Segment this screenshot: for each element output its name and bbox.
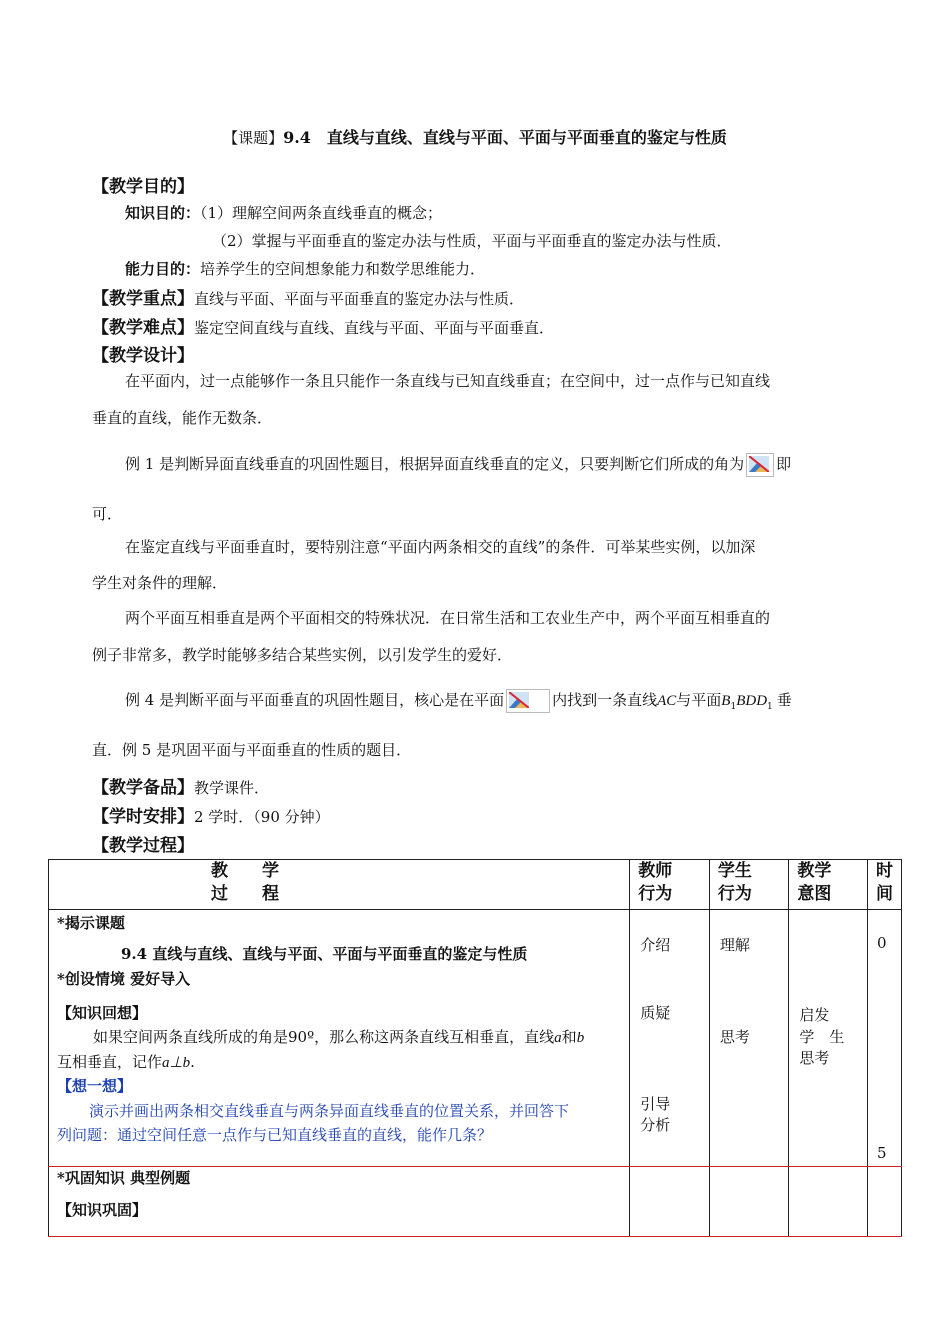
- think-line2: 列问题：通过空间任意一点作与已知直线垂直的直线，能作几条？: [57, 1126, 493, 1144]
- plane-image-icon: [506, 689, 550, 713]
- student-understand: 理解: [719, 936, 750, 954]
- design-p4-line1: 两个平面互相垂直是两个平面相交的特殊状况．在日常生活和工农业生产中，两个平面互相垂直的: [125, 609, 771, 627]
- time-start: 0: [877, 934, 887, 952]
- line-ac: AC: [657, 693, 677, 709]
- think-line1: 演示并画出两条相交直线垂直与两条异面直线垂直的位置关系，并回答下: [89, 1102, 570, 1120]
- recall-angle: 90º: [288, 1028, 315, 1046]
- table-row: [49, 910, 902, 1167]
- formula-image-icon: [746, 453, 774, 477]
- design-p4-line2: 例子非常多，教学时能够多结合某些实例，以引发学生的爱好．: [92, 646, 513, 664]
- title-tag: 【课题】: [223, 129, 284, 147]
- recall-line2: [57, 1051, 195, 1072]
- design-p3-line1: 在鉴定直线与平面垂直时，要特别注意“平面内两条相交的直线”的条件．可举某些实例，以加深: [125, 538, 756, 556]
- recall-heading: 【知识回想】: [57, 1004, 148, 1022]
- key-points: [92, 284, 524, 309]
- time-end: 5: [877, 1144, 887, 1162]
- student-cell-2: [709, 1167, 789, 1237]
- header-teacher-line1: 教师: [638, 861, 673, 881]
- objectives-heading: 【教学目的】: [92, 177, 194, 197]
- var-b: b: [576, 1030, 585, 1046]
- recall-line1: [93, 1026, 584, 1047]
- intent-cell-2: [789, 1167, 868, 1237]
- key-points-text: 直线与平面、平面与平面垂直的鉴定办法与性质．: [194, 290, 525, 308]
- design-heading: 【教学设计】: [92, 346, 194, 366]
- design-p1-line1: 在平面内，过一点能够作一条且只能作一条直线与已知直线垂直；在空间中，过一点作与已知直线: [125, 372, 771, 390]
- header-process: [49, 860, 630, 910]
- plane-bd: BD: [736, 693, 757, 709]
- intent-inspire: 启发: [799, 1006, 830, 1024]
- knowledge-objective: [125, 202, 442, 223]
- teacher-cell-2: [630, 1167, 710, 1237]
- var-a: a: [554, 1030, 562, 1046]
- teacher-cell-1: [630, 910, 710, 1167]
- header-time-line2: 间: [876, 884, 893, 904]
- process-table: [48, 859, 902, 1237]
- design-p5-c: 与平面: [676, 691, 722, 709]
- teacher-question: 质疑: [640, 1004, 671, 1022]
- header-time: [868, 860, 902, 910]
- knowledge-item-1: （1）理解空间两条直线垂直的概念；: [200, 204, 443, 222]
- table-row: [49, 1167, 902, 1237]
- design-p5-end: 垂: [776, 691, 792, 709]
- ability-text: 培养学生的空间想象能力和数学思维能力．: [200, 260, 486, 278]
- header-intent: [789, 860, 868, 910]
- header-time-line1: 时: [876, 861, 893, 881]
- schedule-text: 2 学时．（90 分钟）: [194, 808, 330, 826]
- header-student-line1: 学生: [717, 861, 752, 881]
- design-p1-line2: 垂直的直线，能作无数条．: [92, 409, 273, 427]
- ability-objective: [125, 258, 485, 279]
- recall-and: 和: [561, 1028, 577, 1046]
- ability-label: 能力目的：: [125, 260, 201, 278]
- header-student: [709, 860, 789, 910]
- schedule-heading: 【学时安排】: [92, 807, 194, 827]
- header-teacher-line2: 行为: [638, 884, 673, 904]
- recall-text-a: 如果空间两条直线所成的角是: [93, 1028, 289, 1046]
- header-student-line2: 行为: [717, 884, 752, 904]
- recall-end: .: [190, 1053, 195, 1071]
- class-schedule: [92, 802, 330, 827]
- student-think: 思考: [719, 1028, 750, 1046]
- intent-think: 思考: [799, 1049, 830, 1067]
- recall-text-b: ，那么称这两条直线互相垂直，直线: [314, 1028, 555, 1046]
- time-cell-2: [868, 1167, 902, 1237]
- design-p5-a: 例 4 是判断平面与平面垂直的巩固性题目，核心是在平面: [125, 691, 505, 709]
- difficulties-text: 鉴定空间直线与直线、直线与平面、平面与平面垂直．: [194, 319, 555, 337]
- plane-sub-1: 1: [730, 702, 737, 712]
- prep-heading: 【教学备品】: [92, 778, 194, 798]
- teacher-introduce: 介绍: [640, 936, 671, 954]
- time-cell-1: [868, 910, 902, 1167]
- knowledge-label: 知识目的：: [125, 204, 201, 222]
- key-points-heading: 【教学重点】: [92, 289, 194, 309]
- plane-b: B: [721, 693, 731, 709]
- design-p3-line2: 学生对条件的理解．: [92, 574, 228, 592]
- knowledge-item-2: （2）掌握与平面垂直的鉴定办法与性质，平面与平面垂直的鉴定办法与性质．: [212, 232, 732, 250]
- intent-students: 学 生: [799, 1028, 845, 1046]
- header-process-line2: 过 程: [211, 884, 279, 904]
- header-intent-line2: 意图: [797, 884, 832, 904]
- consolidate-heading: *巩固知识 典型例题: [57, 1169, 191, 1187]
- process-cell-2: [49, 1167, 630, 1237]
- design-p2-line2: 可．: [92, 505, 123, 523]
- teaching-prep: [92, 773, 269, 798]
- perp-expr: a⊥b: [162, 1055, 191, 1071]
- intent-cell-1: [789, 910, 868, 1167]
- teacher-analyze: 分析: [640, 1116, 671, 1134]
- review-heading: 【知识巩固】: [57, 1201, 148, 1219]
- page-title: [0, 125, 950, 148]
- difficulties-heading: 【教学难点】: [92, 318, 194, 338]
- difficulties: [92, 313, 554, 338]
- process-heading: 【教学过程】: [92, 836, 194, 856]
- prep-text: 教学课件．: [194, 779, 270, 797]
- design-p5-b: 内找到一条直线: [552, 691, 658, 709]
- recall-text-c: 互相垂直，记作: [57, 1053, 163, 1071]
- reveal-topic: *揭示课题: [57, 914, 125, 932]
- design-p2-line1: [125, 447, 791, 481]
- design-p2-tail: 即: [776, 455, 792, 473]
- teacher-guide: 引导: [640, 1095, 671, 1113]
- title-text: 9.4 直线与直线、直线与平面、平面与平面垂直的鉴定与性质: [283, 128, 727, 147]
- header-intent-line1: 教学: [797, 861, 832, 881]
- header-process-line1: 教 学: [211, 861, 279, 881]
- process-cell-1: [49, 910, 630, 1167]
- situation-intro: *创设情境 爱好导入: [57, 970, 191, 988]
- topic-title: 9.4 直线与直线、直线与平面、平面与平面垂直的鉴定与性质: [121, 945, 528, 963]
- think-heading: 【想一想】: [57, 1077, 133, 1095]
- header-teacher: [630, 860, 710, 910]
- design-p2-text: 例 1 是判断异面直线垂直的巩固性题目，根据异面直线垂直的定义，只要判断它们所成的角为: [125, 455, 745, 473]
- plane-d: D: [756, 693, 768, 709]
- table-header-row: [49, 860, 902, 910]
- design-p5-line2: 直．例 5 是巩固平面与平面垂直的性质的题目．: [92, 741, 412, 759]
- design-p5-line1: [125, 683, 792, 724]
- plane-sub-2: 1: [767, 702, 773, 712]
- student-cell-1: [709, 910, 789, 1167]
